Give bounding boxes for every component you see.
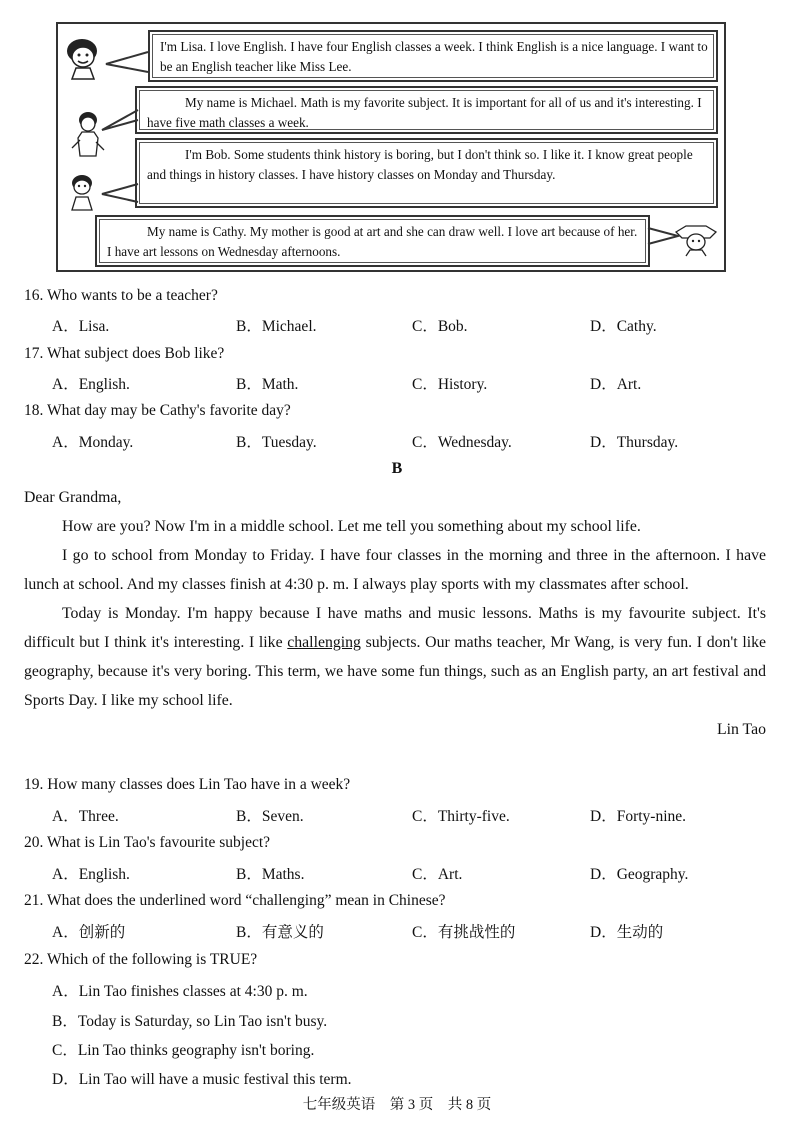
option-b: B．Seven. — [236, 808, 304, 825]
bob-bubble — [135, 138, 718, 208]
bubble-tail-2 — [100, 108, 140, 136]
question-22-option-d: D．Lin Tao will have a music festival this term. — [52, 1071, 352, 1088]
letter — [24, 483, 766, 744]
option-b: B．有意义的 — [236, 924, 324, 941]
option-b: B．Maths. — [236, 866, 305, 883]
bob-bubble-text: I'm Bob. Some students think history is boring, but I don't think so. I like it. I know great people and things in history classes. I have history classes on Monday and Thursday. — [147, 147, 693, 182]
option-b: B．Tuesday. — [236, 434, 317, 451]
question-19: 19. How many classes does Lin Tao have in a week? — [24, 776, 351, 793]
question-22-option-b: B．Today is Saturday, so Lin Tao isn't busy. — [52, 1013, 328, 1030]
option-d: D．Forty-nine. — [590, 808, 687, 825]
question-21: 21. What does the underlined word “challenging” mean in Chinese? — [24, 892, 446, 909]
letter-paragraph-2: I go to school from Monday to Friday. I have four classes in the morning and three in the afternoon. I have lunch at school. And my classes finish at 4:30 p. m. I always play sports with my classmates after school. — [24, 547, 766, 593]
paragraph-3-part-1: Today is Monday. I'm happy because I have maths and music lessons. Maths is my favourite subject. It's difficult but I think it's interesting. I like — [24, 605, 766, 651]
option-d: D．Thursday. — [590, 434, 679, 451]
underlined-word: challenging — [287, 634, 361, 651]
lisa-avatar-icon — [62, 35, 106, 83]
michael-bubble-text: My name is Michael. Math is my favorite subject. It is important for all of us and it's interesting. I have five math classes a week. — [147, 95, 702, 130]
option-b: B．Michael. — [236, 318, 317, 335]
question-17: 17. What subject does Bob like? — [24, 345, 225, 362]
option-a: A．English. — [52, 376, 130, 393]
option-d: D．Art. — [590, 376, 642, 393]
option-c: C．Art. — [412, 866, 463, 883]
option-c: C．Bob. — [412, 318, 468, 335]
bubble-tail-3 — [100, 182, 140, 206]
question-16: 16. Who wants to be a teacher? — [24, 287, 218, 304]
lisa-bubble — [148, 30, 718, 82]
option-a: A．创新的 — [52, 924, 126, 941]
option-a: A．Monday. — [52, 434, 134, 451]
page-footer: 七年级英语 第 3 页 共 8 页 — [302, 1097, 492, 1113]
section-b-heading: B — [391, 460, 403, 477]
option-b: B．Math. — [236, 376, 299, 393]
option-c: C．History. — [412, 376, 488, 393]
letter-paragraph-3 — [24, 599, 766, 715]
cathy-bubble — [95, 215, 650, 267]
paragraph-3-part-2: subjects. Our maths teacher, Mr Wang, is very fun. I don't like geography, because it's very boring. This term, we have some fun things, such as an English party, an art festival and Sports Day. I like my school life. — [24, 634, 767, 709]
cathy-bubble-text: My name is Cathy. My mother is good at art and she can draw well. I love art because of her. I have art lessons on Wednesday afternoons. — [107, 224, 638, 259]
michael-bubble — [135, 86, 718, 134]
bubble-tail-4 — [646, 226, 680, 248]
signature: Lin Tao — [716, 721, 766, 738]
question-22-option-c: C．Lin Tao thinks geography isn't boring. — [52, 1042, 315, 1059]
option-d: D．Cathy. — [590, 318, 657, 335]
question-22: 22. Which of the following is TRUE? — [24, 951, 258, 968]
lisa-bubble-text: I'm Lisa. I love English. I have four English classes a week. I think English is a nice language. I want to be an English teacher like Miss Lee. — [160, 39, 708, 74]
option-c: C．Thirty-five. — [412, 808, 510, 825]
question-18: 18. What day may be Cathy's favorite day? — [24, 402, 291, 419]
salutation: Dear Grandma, — [24, 489, 122, 506]
option-d: D．Geography. — [590, 866, 689, 883]
option-a: A．English. — [52, 866, 130, 883]
option-d: D．生动的 — [590, 924, 664, 941]
option-c: C．有挑战性的 — [412, 924, 516, 941]
option-c: C．Wednesday. — [412, 434, 512, 451]
question-22-option-a: A．Lin Tao finishes classes at 4:30 p. m. — [52, 983, 308, 1000]
question-20: 20. What is Lin Tao's favourite subject? — [24, 834, 271, 851]
bubble-tail-1 — [104, 50, 152, 76]
letter-paragraph-1: How are you? Now I'm in a middle school. Let me tell you something about my school life. — [62, 518, 641, 535]
bob-avatar-icon — [64, 172, 100, 212]
option-a: A．Three. — [52, 808, 119, 825]
option-a: A．Lisa. — [52, 318, 110, 335]
